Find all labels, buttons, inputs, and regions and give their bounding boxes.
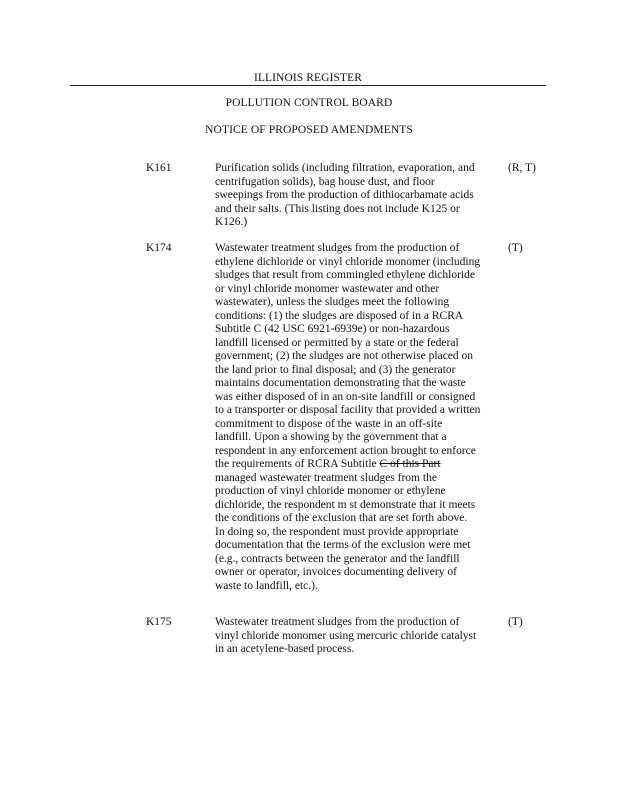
desc-line: production of vinyl chloride monomer or ethylene xyxy=(215,485,446,497)
desc-line: landfill. Upon a showing by the government that a xyxy=(215,431,447,443)
notice-title: NOTICE OF PROPOSED AMENDMENTS xyxy=(205,124,413,136)
desc-line: the conditions of the exclusion that are set forth above. xyxy=(215,512,468,524)
desc-line: commitment to dispose of the waste in an off-site xyxy=(215,417,443,430)
desc-line: documentation that the terms of the exclusion were met xyxy=(215,539,471,551)
deleted-text: C of this Part xyxy=(379,458,441,470)
desc-line: wastewater), unless the sludges meet the following xyxy=(215,296,450,308)
desc-line-with-strikeout xyxy=(215,458,495,472)
desc-line: landfill licensed or permitted by a state or the federal xyxy=(215,336,459,349)
desc-line: was either disposed of in an on-site landfill or consigned xyxy=(215,390,476,403)
desc-line: respondent in any enforcement action brought to enforce xyxy=(215,444,476,457)
desc-line: government; (2) the sludges are not otherwise placed on xyxy=(215,350,474,362)
waste-description xyxy=(215,616,495,657)
waste-description xyxy=(215,162,495,230)
desc-line: In doing so, the respondent must provide appropriate xyxy=(215,525,459,538)
hazard-code: (T) xyxy=(508,242,523,254)
desc-line: or vinyl chloride monomer wastewater and other xyxy=(215,282,440,295)
desc-line: the land prior to final disposal; and (3) the generator xyxy=(215,363,456,376)
desc-line: Wastewater treatment sludges from the production of xyxy=(215,242,460,254)
hazard-code: (R, T) xyxy=(508,162,536,174)
desc-line: dichloride, the respondent m st demonstrate that it meets xyxy=(215,498,476,511)
desc-line: sweepings from the production of dithiocarbamate acids xyxy=(215,189,474,201)
hazard-code: (T) xyxy=(508,616,523,628)
desc-line: managed wastewater treatment sludges from the xyxy=(215,471,437,484)
desc-line: conditions: (1) the sludges are disposed of in a RCRA xyxy=(215,309,464,322)
register-title: ILLINOIS REGISTER xyxy=(70,72,546,86)
waste-code: K161 xyxy=(146,162,172,174)
desc-line: centrifugation solids), bag house dust, and floor xyxy=(215,175,435,188)
desc-line: Purification solids (including filtration, evaporation, and xyxy=(215,162,475,174)
desc-line-prefix: the requirements of RCRA Subtitle xyxy=(215,458,380,470)
desc-line: K126.) xyxy=(215,216,248,228)
waste-description xyxy=(215,242,495,593)
desc-line: maintains documentation demonstrating that the waste xyxy=(215,377,466,389)
desc-line: waste to landfill, etc.). xyxy=(215,579,318,592)
desc-line: owner or operator, invoices documenting delivery of xyxy=(215,566,457,578)
desc-line: in an acetylene-based process. xyxy=(215,643,355,655)
waste-code: K174 xyxy=(146,242,172,254)
board-title: POLLUTION CONTROL BOARD xyxy=(225,97,393,109)
desc-line: vinyl chloride monomer using mercuric chloride catalyst xyxy=(215,629,477,642)
desc-line: (e.g., contracts between the generator and the landfill xyxy=(215,552,460,565)
desc-line: and their salts. (This listing does not include K125 or xyxy=(215,202,460,215)
desc-line: Subtitle C (42 USC 6921-6939e) or non-hazardous xyxy=(215,323,450,335)
desc-line: ethylene dichloride or vinyl chloride monomer (including xyxy=(215,255,481,268)
desc-line: Wastewater treatment sludges from the production of xyxy=(215,616,460,628)
desc-line: to a transporter or disposal facility that provided a written xyxy=(215,404,481,416)
desc-line: sludges that result from commingled ethylene dichloride xyxy=(215,269,475,281)
waste-code: K175 xyxy=(146,616,172,628)
